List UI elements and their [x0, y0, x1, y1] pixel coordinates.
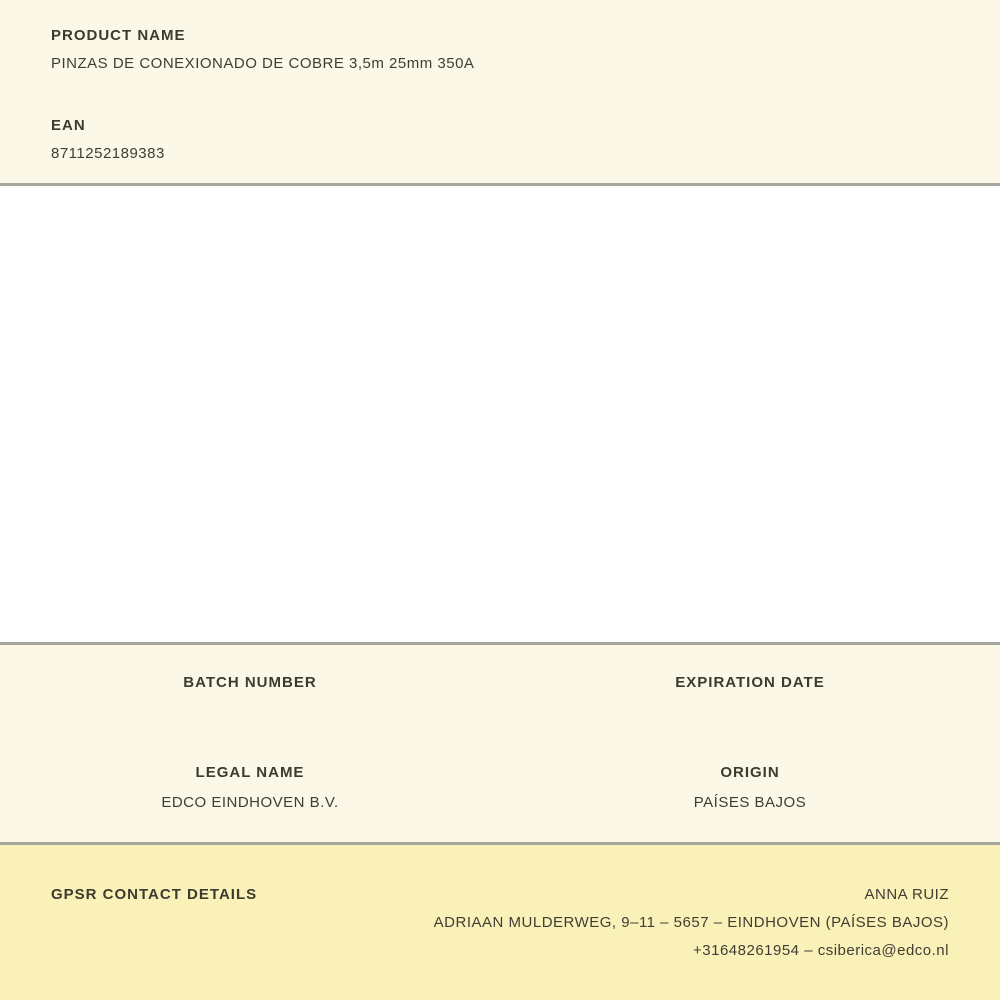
details-grid — [0, 673, 1000, 813]
gpsr-contact-name: ANNA RUIZ — [864, 886, 949, 903]
legal-name-label: LEGAL NAME — [195, 764, 305, 781]
ean-label: EAN — [51, 117, 86, 134]
gpsr-contact-label: GPSR CONTACT DETAILS — [51, 886, 258, 903]
legal-name-field — [0, 763, 500, 813]
batch-number-value — [0, 703, 500, 723]
expiration-date-value — [500, 703, 1000, 723]
product-name-value: PINZAS DE CONEXIONADO DE COBRE 3,5m 25mm 350A — [51, 55, 475, 72]
origin-label: ORIGIN — [720, 764, 780, 781]
expiration-date-field — [500, 673, 1000, 723]
product-header-section — [0, 0, 1000, 183]
origin-field — [500, 763, 1000, 813]
gpsr-contact-phone-email: +31648261954 – csiberica@edco.nl — [693, 942, 949, 959]
origin-value: PAÍSES BAJOS — [693, 794, 807, 811]
gpsr-contact-section — [0, 845, 1000, 1000]
gpsr-contact-address: ADRIAAN MULDERWEG, 9–11 – 5657 – EINDHOVEN (PAÍSES BAJOS) — [433, 914, 949, 931]
batch-number-field — [0, 673, 500, 723]
legal-name-value: EDCO EINDHOVEN B.V. — [161, 794, 339, 811]
product-details-section — [0, 645, 1000, 842]
product-name-label: PRODUCT NAME — [51, 27, 186, 44]
batch-number-label: BATCH NUMBER — [183, 674, 317, 691]
gpsr-contact-info — [257, 881, 949, 965]
expiration-date-label: EXPIRATION DATE — [675, 674, 825, 691]
ean-value: 8711252189383 — [51, 145, 165, 162]
product-image-area — [0, 186, 1000, 642]
